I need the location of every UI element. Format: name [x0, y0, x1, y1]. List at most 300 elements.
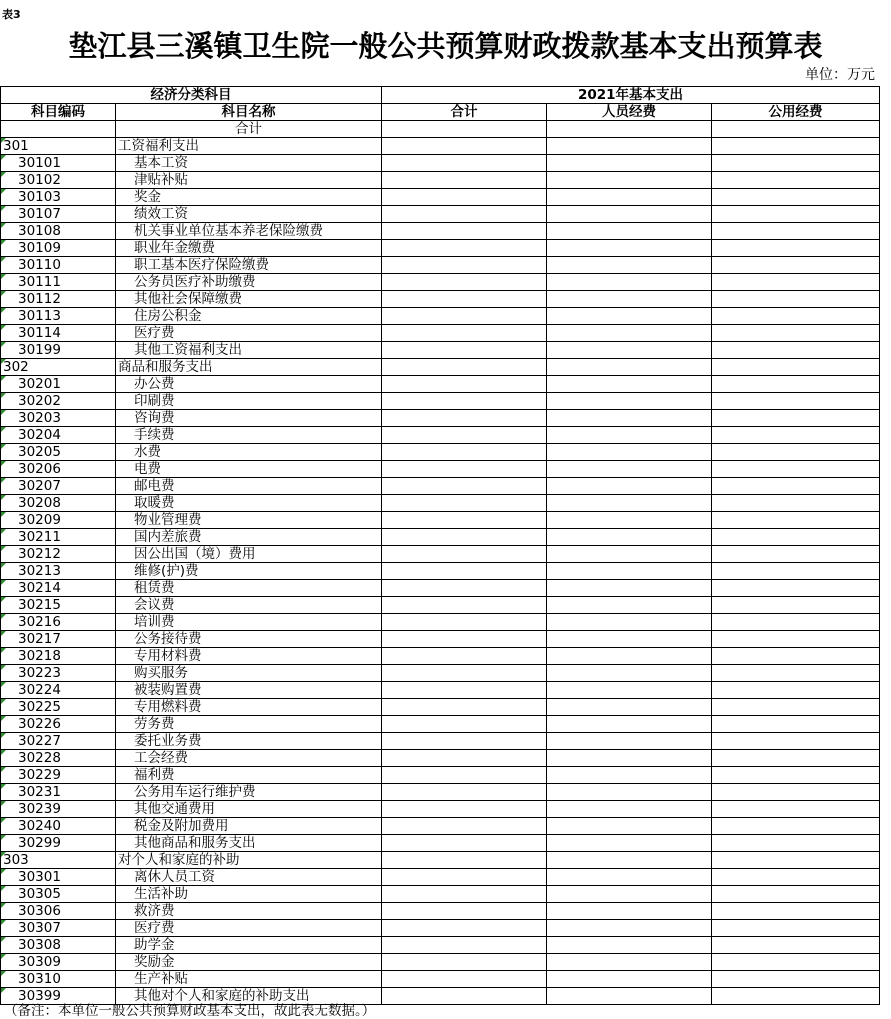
- table-row: [1, 767, 880, 784]
- item-code: 30227: [18, 733, 61, 749]
- table-row: [1, 648, 880, 665]
- item-code: 30225: [18, 699, 61, 715]
- amount-personnel-cell: [547, 546, 712, 563]
- amount-personnel-cell: [547, 274, 712, 291]
- item-name: 工会经费: [134, 750, 188, 766]
- cell-indicator-icon: [1, 223, 6, 228]
- table-row: [1, 478, 880, 495]
- item-name: 助学金: [134, 937, 175, 953]
- amount-total-cell: [382, 325, 547, 342]
- amount-public-cell: [712, 937, 880, 954]
- item-code-cell: [1, 886, 116, 903]
- amount-public-cell: [712, 427, 880, 444]
- item-code: 30307: [18, 920, 61, 936]
- cell-indicator-icon: [1, 903, 6, 908]
- amount-total-cell: [382, 444, 547, 461]
- item-name-cell: [116, 206, 382, 223]
- amount-public-cell: [712, 495, 880, 512]
- item-name: 办公费: [134, 376, 175, 392]
- amount-personnel-cell: [547, 971, 712, 988]
- item-name-cell: [116, 512, 382, 529]
- item-name-cell: [116, 988, 382, 1005]
- amount-personnel-cell: [547, 733, 712, 750]
- table-row: [1, 733, 880, 750]
- cell-indicator-icon: [1, 529, 6, 534]
- item-code: 30103: [18, 189, 61, 205]
- item-name-cell: [116, 172, 382, 189]
- item-name: 商品和服务支出: [118, 359, 213, 375]
- item-name: 职业年金缴费: [134, 240, 215, 256]
- amount-personnel-cell: [547, 869, 712, 886]
- item-code: 30111: [18, 274, 61, 290]
- item-name: 福利费: [134, 767, 175, 783]
- item-code-cell: [1, 563, 116, 580]
- item-name-cell: [116, 597, 382, 614]
- item-code-cell: [1, 750, 116, 767]
- item-code: 30114: [18, 325, 61, 341]
- item-name-cell: [116, 614, 382, 631]
- amount-personnel-cell: [547, 427, 712, 444]
- item-name-cell: [116, 767, 382, 784]
- item-name-cell: [116, 444, 382, 461]
- total-code-cell: [1, 121, 116, 138]
- amount-public-cell: [712, 665, 880, 682]
- amount-public-cell: [712, 546, 880, 563]
- amount-total-cell: [382, 631, 547, 648]
- item-name: 医疗费: [134, 325, 175, 341]
- item-code: 30228: [18, 750, 61, 766]
- item-code: 30102: [18, 172, 61, 188]
- item-code: 30301: [18, 869, 61, 885]
- amount-public-cell: [712, 444, 880, 461]
- item-name: 物业管理费: [134, 512, 202, 528]
- item-code-cell: [1, 818, 116, 835]
- item-code-cell: [1, 954, 116, 971]
- item-code-cell: [1, 189, 116, 206]
- amount-public-cell: [712, 291, 880, 308]
- item-code: 30309: [18, 954, 61, 970]
- item-code-cell: [1, 580, 116, 597]
- table-row: [1, 529, 880, 546]
- item-code: 301: [3, 138, 29, 154]
- amount-public-cell: [712, 138, 880, 155]
- amount-public-cell: [712, 954, 880, 971]
- amount-personnel-cell: [547, 393, 712, 410]
- cell-indicator-icon: [1, 920, 6, 925]
- item-name-cell: [116, 546, 382, 563]
- amount-total-cell: [382, 512, 547, 529]
- amount-personnel-cell: [547, 342, 712, 359]
- amount-public-cell: [712, 478, 880, 495]
- amount-personnel-cell: [547, 444, 712, 461]
- table-row: [1, 563, 880, 580]
- item-code: 303: [3, 852, 29, 868]
- item-name-cell: [116, 563, 382, 580]
- amount-total-cell: [382, 614, 547, 631]
- amount-total-cell: [382, 869, 547, 886]
- amount-public-cell: [712, 852, 880, 869]
- table-row: [1, 631, 880, 648]
- amount-total-cell: [382, 920, 547, 937]
- item-code-cell: [1, 869, 116, 886]
- amount-public-cell: [712, 597, 880, 614]
- item-name-cell: [116, 869, 382, 886]
- item-name: 奖金: [134, 189, 161, 205]
- item-code: 30108: [18, 223, 61, 239]
- item-name: 培训费: [134, 614, 175, 630]
- table-row: [1, 427, 880, 444]
- cell-indicator-icon: [1, 495, 6, 500]
- total-row: [1, 121, 880, 138]
- amount-personnel-cell: [547, 461, 712, 478]
- amount-public-cell: [712, 835, 880, 852]
- item-name-cell: [116, 495, 382, 512]
- table-row: [1, 937, 880, 954]
- amount-public-cell: [712, 257, 880, 274]
- item-name-cell: [116, 903, 382, 920]
- amount-public-cell: [712, 206, 880, 223]
- amount-personnel-cell: [547, 223, 712, 240]
- header-code: 科目编码: [1, 104, 116, 121]
- item-name-cell: [116, 427, 382, 444]
- item-name-cell: [116, 529, 382, 546]
- amount-total-cell: [382, 529, 547, 546]
- item-code-cell: [1, 478, 116, 495]
- amount-personnel-cell: [547, 206, 712, 223]
- header-economic-category: 经济分类科目: [1, 87, 382, 104]
- cell-indicator-icon: [1, 699, 6, 704]
- table-row: [1, 138, 880, 155]
- amount-public-cell: [712, 342, 880, 359]
- header-total: 合计: [382, 104, 547, 121]
- amount-public-cell: [712, 903, 880, 920]
- table-row: [1, 240, 880, 257]
- item-code: 30212: [18, 546, 61, 562]
- item-name: 邮电费: [134, 478, 175, 494]
- amount-public-cell: [712, 869, 880, 886]
- item-name: 委托业务费: [134, 733, 202, 749]
- amount-personnel-cell: [547, 784, 712, 801]
- cell-indicator-icon: [1, 172, 6, 177]
- total-personnel: [547, 121, 712, 138]
- item-name-cell: [116, 240, 382, 257]
- table-row: [1, 410, 880, 427]
- table-row: [1, 461, 880, 478]
- item-code-cell: [1, 903, 116, 920]
- item-name-cell: [116, 733, 382, 750]
- cell-indicator-icon: [1, 376, 6, 381]
- amount-personnel-cell: [547, 886, 712, 903]
- amount-public-cell: [712, 648, 880, 665]
- amount-total-cell: [382, 240, 547, 257]
- amount-total-cell: [382, 274, 547, 291]
- amount-public-cell: [712, 325, 880, 342]
- item-name: 税金及附加费用: [134, 818, 229, 834]
- item-code: 30239: [18, 801, 61, 817]
- amount-personnel-cell: [547, 410, 712, 427]
- table-row: [1, 274, 880, 291]
- cell-indicator-icon: [1, 818, 6, 823]
- cell-indicator-icon: [1, 971, 6, 976]
- amount-personnel-cell: [547, 614, 712, 631]
- cell-indicator-icon: [1, 614, 6, 619]
- item-name: 其他社会保障缴费: [134, 291, 242, 307]
- item-code-cell: [1, 767, 116, 784]
- amount-personnel-cell: [547, 257, 712, 274]
- amount-total-cell: [382, 206, 547, 223]
- item-code: 30217: [18, 631, 61, 647]
- item-code: 30310: [18, 971, 61, 987]
- header-name: 科目名称: [116, 104, 382, 121]
- amount-personnel-cell: [547, 189, 712, 206]
- total-amount: [382, 121, 547, 138]
- table-row: [1, 495, 880, 512]
- item-name-cell: [116, 818, 382, 835]
- cell-indicator-icon: [1, 801, 6, 806]
- item-name-cell: [116, 699, 382, 716]
- item-name-cell: [116, 393, 382, 410]
- amount-public-cell: [712, 614, 880, 631]
- amount-total-cell: [382, 954, 547, 971]
- item-code: 30305: [18, 886, 61, 902]
- item-name: 国内差旅费: [134, 529, 202, 545]
- table-row: [1, 869, 880, 886]
- table-row: [1, 308, 880, 325]
- item-code-cell: [1, 852, 116, 869]
- amount-personnel-cell: [547, 138, 712, 155]
- amount-personnel-cell: [547, 699, 712, 716]
- table-row: [1, 189, 880, 206]
- amount-total-cell: [382, 393, 547, 410]
- table-row: [1, 512, 880, 529]
- item-name: 手续费: [134, 427, 175, 443]
- item-code-cell: [1, 988, 116, 1005]
- item-code-cell: [1, 427, 116, 444]
- amount-public-cell: [712, 971, 880, 988]
- item-code: 30306: [18, 903, 61, 919]
- amount-personnel-cell: [547, 988, 712, 1005]
- header-personnel: 人员经费: [547, 104, 712, 121]
- item-code: 30213: [18, 563, 61, 579]
- item-name-cell: [116, 971, 382, 988]
- item-name-cell: [116, 155, 382, 172]
- cell-indicator-icon: [1, 410, 6, 415]
- table-row: [1, 920, 880, 937]
- amount-personnel-cell: [547, 291, 712, 308]
- item-code: 30110: [18, 257, 61, 273]
- item-name-cell: [116, 835, 382, 852]
- item-code: 30203: [18, 410, 61, 426]
- cell-indicator-icon: [1, 274, 6, 279]
- cell-indicator-icon: [1, 189, 6, 194]
- header-basic-expenditure-2021: 2021年基本支出: [382, 87, 880, 104]
- item-code-cell: [1, 257, 116, 274]
- total-public: [712, 121, 880, 138]
- item-code: 30206: [18, 461, 61, 477]
- amount-personnel-cell: [547, 597, 712, 614]
- item-code: 30107: [18, 206, 61, 222]
- item-code: 30199: [18, 342, 61, 358]
- table-row: [1, 342, 880, 359]
- item-code: 30299: [18, 835, 61, 851]
- table-row: [1, 257, 880, 274]
- page-title: 垫江县三溪镇卫生院一般公共预算财政拨款基本支出预算表: [68, 29, 823, 63]
- item-name: 工资福利支出: [118, 138, 199, 154]
- amount-public-cell: [712, 580, 880, 597]
- item-name: 公务接待费: [134, 631, 202, 647]
- cell-indicator-icon: [1, 478, 6, 483]
- item-code: 30204: [18, 427, 61, 443]
- cell-indicator-icon: [1, 359, 6, 364]
- table-row: [1, 172, 880, 189]
- cell-indicator-icon: [1, 886, 6, 891]
- amount-personnel-cell: [547, 852, 712, 869]
- cell-indicator-icon: [1, 342, 6, 347]
- cell-indicator-icon: [1, 393, 6, 398]
- amount-personnel-cell: [547, 376, 712, 393]
- table-row: [1, 971, 880, 988]
- table-row: [1, 614, 880, 631]
- cell-indicator-icon: [1, 444, 6, 449]
- item-name: 咨询费: [134, 410, 175, 426]
- amount-public-cell: [712, 512, 880, 529]
- item-code: 30308: [18, 937, 61, 953]
- cell-indicator-icon: [1, 937, 6, 942]
- amount-total-cell: [382, 903, 547, 920]
- amount-personnel-cell: [547, 716, 712, 733]
- item-code: 302: [3, 359, 29, 375]
- amount-public-cell: [712, 988, 880, 1005]
- item-name-cell: [116, 580, 382, 597]
- item-code-cell: [1, 801, 116, 818]
- item-name: 被装购置费: [134, 682, 202, 698]
- amount-total-cell: [382, 597, 547, 614]
- amount-public-cell: [712, 767, 880, 784]
- item-name: 劳务费: [134, 716, 175, 732]
- amount-public-cell: [712, 359, 880, 376]
- item-name-cell: [116, 478, 382, 495]
- item-code-cell: [1, 461, 116, 478]
- item-name: 救济费: [134, 903, 175, 919]
- amount-personnel-cell: [547, 495, 712, 512]
- amount-public-cell: [712, 920, 880, 937]
- item-name: 其他商品和服务支出: [134, 835, 256, 851]
- amount-total-cell: [382, 427, 547, 444]
- item-name-cell: [116, 784, 382, 801]
- amount-personnel-cell: [547, 155, 712, 172]
- amount-total-cell: [382, 699, 547, 716]
- item-code: 30101: [18, 155, 61, 171]
- item-code-cell: [1, 410, 116, 427]
- cell-indicator-icon: [1, 257, 6, 262]
- cell-indicator-icon: [1, 461, 6, 466]
- amount-total-cell: [382, 682, 547, 699]
- amount-personnel-cell: [547, 529, 712, 546]
- item-name: 住房公积金: [134, 308, 202, 324]
- item-name-cell: [116, 189, 382, 206]
- cell-indicator-icon: [1, 665, 6, 670]
- item-name-cell: [116, 631, 382, 648]
- item-code: 30215: [18, 597, 61, 613]
- item-code-cell: [1, 648, 116, 665]
- amount-total-cell: [382, 376, 547, 393]
- amount-public-cell: [712, 886, 880, 903]
- table-row: [1, 291, 880, 308]
- cell-indicator-icon: [1, 138, 6, 143]
- amount-total-cell: [382, 971, 547, 988]
- item-name: 离休人员工资: [134, 869, 215, 885]
- amount-total-cell: [382, 359, 547, 376]
- amount-personnel-cell: [547, 563, 712, 580]
- table-number: 表3: [2, 8, 21, 21]
- amount-total-cell: [382, 138, 547, 155]
- table-row: [1, 325, 880, 342]
- item-code: 30112: [18, 291, 61, 307]
- cell-indicator-icon: [1, 767, 6, 772]
- item-name: 机关事业单位基本养老保险缴费: [134, 223, 323, 239]
- table-row: [1, 954, 880, 971]
- cell-indicator-icon: [1, 308, 6, 313]
- amount-personnel-cell: [547, 172, 712, 189]
- table-row: [1, 665, 880, 682]
- amount-personnel-cell: [547, 937, 712, 954]
- item-name: 租赁费: [134, 580, 175, 596]
- amount-public-cell: [712, 529, 880, 546]
- cell-indicator-icon: [1, 852, 6, 857]
- item-code: 30207: [18, 478, 61, 494]
- amount-public-cell: [712, 189, 880, 206]
- table-row: [1, 206, 880, 223]
- table-row: [1, 835, 880, 852]
- item-name: 其他交通费用: [134, 801, 215, 817]
- table-row: [1, 444, 880, 461]
- item-code-cell: [1, 614, 116, 631]
- item-name: 取暖费: [134, 495, 175, 511]
- cell-indicator-icon: [1, 155, 6, 160]
- amount-personnel-cell: [547, 631, 712, 648]
- amount-public-cell: [712, 682, 880, 699]
- item-name: 生活补助: [134, 886, 188, 902]
- item-code-cell: [1, 716, 116, 733]
- amount-personnel-cell: [547, 580, 712, 597]
- amount-total-cell: [382, 478, 547, 495]
- item-code: 30208: [18, 495, 61, 511]
- table-row: [1, 580, 880, 597]
- item-code-cell: [1, 274, 116, 291]
- amount-personnel-cell: [547, 818, 712, 835]
- item-name: 印刷费: [134, 393, 175, 409]
- item-code: 30209: [18, 512, 61, 528]
- amount-public-cell: [712, 410, 880, 427]
- table-row: [1, 750, 880, 767]
- item-name-cell: [116, 750, 382, 767]
- amount-public-cell: [712, 393, 880, 410]
- item-code-cell: [1, 223, 116, 240]
- item-name-cell: [116, 376, 382, 393]
- item-name: 医疗费: [134, 920, 175, 936]
- cell-indicator-icon: [1, 954, 6, 959]
- item-code-cell: [1, 240, 116, 257]
- item-name-cell: [116, 665, 382, 682]
- item-code-cell: [1, 682, 116, 699]
- item-code-cell: [1, 155, 116, 172]
- item-name-cell: [116, 274, 382, 291]
- cell-indicator-icon: [1, 512, 6, 517]
- cell-indicator-icon: [1, 648, 6, 653]
- item-code: 30113: [18, 308, 61, 324]
- item-name-cell: [116, 937, 382, 954]
- cell-indicator-icon: [1, 580, 6, 585]
